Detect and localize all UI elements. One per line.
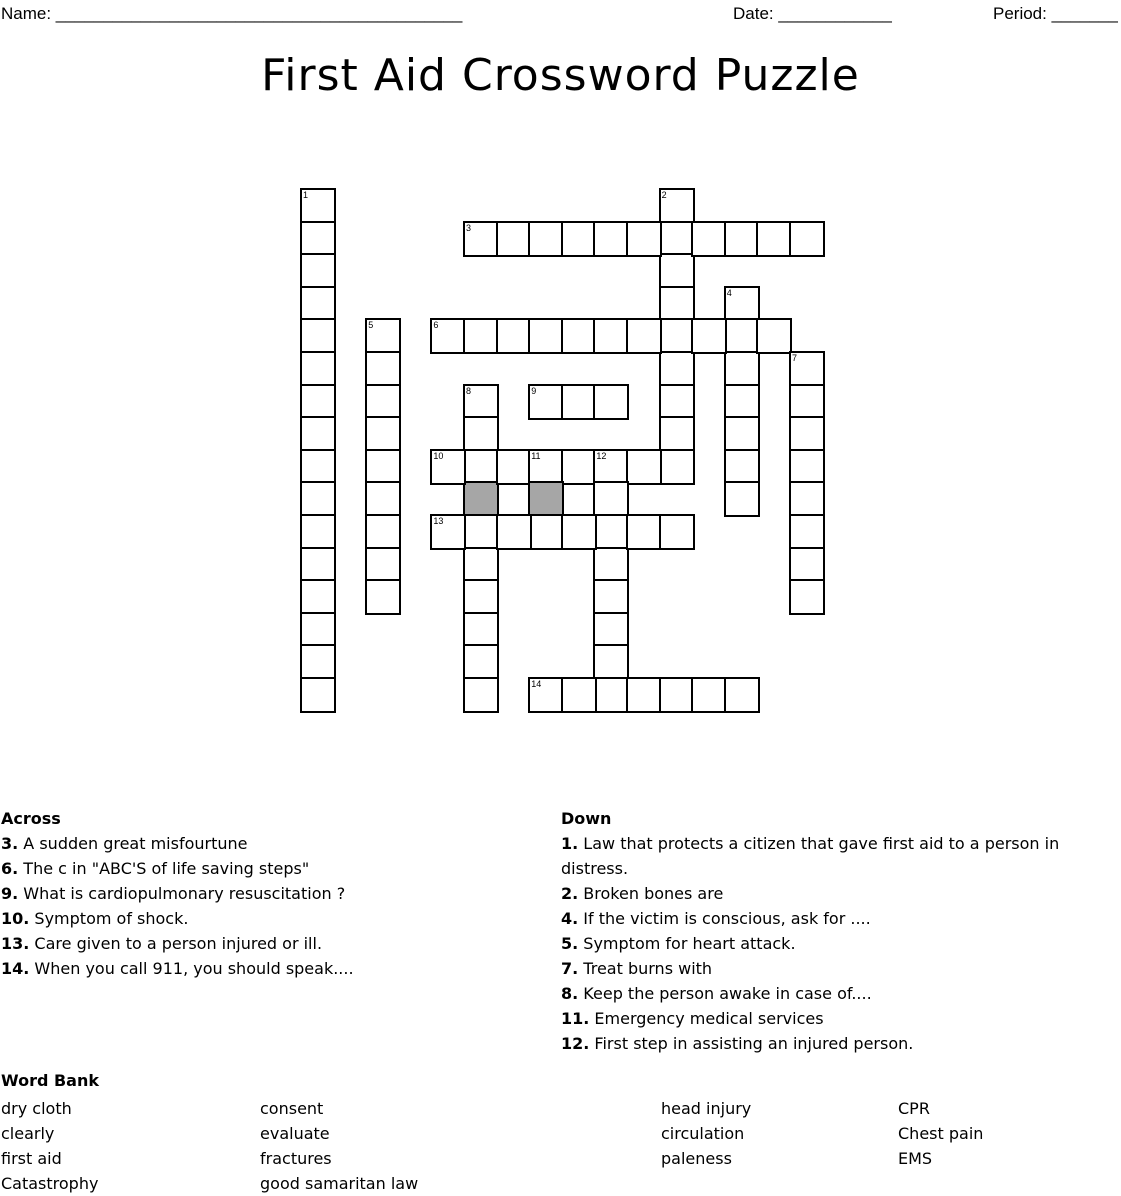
clue-number: 8 (466, 385, 472, 396)
grid-cell[interactable] (528, 318, 564, 354)
grid-cell[interactable] (724, 221, 760, 257)
grid-cell[interactable] (593, 318, 629, 354)
grid-cell[interactable] (789, 416, 825, 452)
clue-number: 3. (1, 834, 19, 853)
grid-cell[interactable] (659, 514, 695, 550)
grid-cell[interactable] (691, 221, 727, 257)
grid-cell[interactable] (300, 644, 336, 680)
grid-cell[interactable] (300, 188, 336, 224)
across-clues (1, 806, 541, 981)
grid-cell[interactable] (756, 221, 792, 257)
grid-cell[interactable] (463, 221, 499, 257)
clue-number: 11 (531, 450, 541, 461)
grid-cell[interactable] (528, 221, 564, 257)
grid-cell[interactable] (463, 612, 499, 648)
down-clue (561, 1006, 1101, 1031)
down-clue-list (561, 831, 1101, 1056)
clue-text: What is cardiopulmonary resuscitation ? (18, 884, 346, 903)
clue-number: 2. (561, 884, 579, 903)
grid-cell[interactable] (430, 514, 466, 550)
down-clue (561, 906, 1101, 931)
grid-cell[interactable] (724, 384, 760, 420)
clue-text: The c in "ABC'S of life saving steps" (18, 859, 310, 878)
down-clue (561, 1031, 1101, 1056)
grid-cell[interactable] (496, 514, 532, 550)
word-bank-item: evaluate (260, 1124, 330, 1143)
grid-cell[interactable] (496, 318, 532, 354)
grid-cell[interactable] (659, 253, 695, 289)
grid-cell[interactable] (365, 318, 401, 354)
clue-number: 7. (561, 959, 579, 978)
clue-number: 3 (466, 222, 472, 233)
grid-cell[interactable] (659, 221, 695, 257)
clue-number: 11. (561, 1009, 590, 1028)
grid-cell[interactable] (463, 547, 499, 583)
grid-cell[interactable] (724, 318, 760, 354)
grid-cell[interactable] (724, 351, 760, 387)
grid-cell[interactable] (659, 351, 695, 387)
grid-cell[interactable] (430, 449, 466, 485)
grid-cell[interactable] (626, 318, 662, 354)
grid-cell[interactable] (789, 579, 825, 615)
grid-cell[interactable] (300, 677, 336, 713)
grid-cell[interactable] (691, 677, 727, 713)
grid-cell[interactable] (300, 286, 336, 322)
clue-number: 9. (1, 884, 19, 903)
clue-number: 8. (561, 984, 579, 1003)
grid-cell[interactable] (300, 579, 336, 615)
grid-cell[interactable] (789, 221, 825, 257)
word-bank-item: clearly (1, 1124, 55, 1143)
grid-cell[interactable] (659, 188, 695, 224)
clue-text: Treat burns with (578, 959, 713, 978)
grid-cell[interactable] (561, 514, 597, 550)
word-bank-item: Chest pain (898, 1124, 984, 1143)
clue-text: Symptom of shock. (29, 909, 189, 928)
clue-number: 2 (661, 190, 667, 200)
across-clue (1, 906, 541, 931)
shaded-cell (463, 481, 499, 517)
grid-cell[interactable] (300, 318, 336, 354)
clue-number: 6. (1, 859, 19, 878)
word-bank-item: head injury (661, 1099, 752, 1118)
word-bank-item: Catastrophy (1, 1174, 99, 1193)
grid-cell[interactable] (593, 547, 629, 583)
grid-cell[interactable] (528, 384, 564, 420)
clue-number: 5 (368, 320, 374, 331)
word-bank-item: fractures (260, 1149, 332, 1168)
grid-cell[interactable] (300, 481, 336, 517)
clue-number: 1 (303, 190, 309, 200)
grid-cell[interactable] (626, 514, 662, 550)
clue-text: Emergency medical services (589, 1009, 824, 1028)
word-bank-item: dry cloth (1, 1099, 72, 1118)
grid-cell[interactable] (561, 384, 597, 420)
word-bank-column (898, 1096, 983, 1171)
clue-number: 12. (561, 1034, 590, 1053)
clue-number: 7 (792, 353, 798, 363)
clue-text: Symptom for heart attack. (578, 934, 796, 953)
clue-number: 4 (726, 287, 732, 298)
grid-cell[interactable] (365, 416, 401, 452)
grid-cell[interactable] (659, 416, 695, 452)
word-bank-item: CPR (898, 1099, 930, 1118)
clue-number: 4. (561, 909, 579, 928)
grid-cell[interactable] (789, 449, 825, 485)
clue-text: Broken bones are (578, 884, 724, 903)
word-bank-column (1, 1096, 98, 1196)
clue-text: If the victim is conscious, ask for .... (578, 909, 871, 928)
grid-cell[interactable] (561, 677, 597, 713)
down-clues (561, 806, 1101, 1056)
shaded-cell (528, 481, 564, 517)
clue-text: When you call 911, you should speak.... (29, 959, 354, 978)
down-clue (561, 931, 1101, 956)
across-clue-list (1, 831, 541, 981)
grid-cell[interactable] (528, 514, 564, 550)
grid-cell[interactable] (593, 384, 629, 420)
grid-cell[interactable] (659, 318, 695, 354)
grid-cell[interactable] (561, 318, 597, 354)
grid-cell[interactable] (724, 286, 760, 322)
clue-number: 14. (1, 959, 30, 978)
clue-number: 6 (433, 320, 439, 331)
grid-cell[interactable] (789, 547, 825, 583)
name-field-label: Name: ___________________________________________ (1, 4, 463, 23)
word-bank-heading: Word Bank (1, 1071, 100, 1090)
clue-number: 13 (433, 516, 444, 526)
grid-cell[interactable] (463, 416, 499, 452)
grid-cell[interactable] (593, 221, 629, 257)
clue-text: First step in assisting an injured person. (589, 1034, 914, 1053)
grid-cell[interactable] (593, 579, 629, 615)
clue-number: 10 (433, 450, 444, 461)
grid-cell[interactable] (463, 449, 499, 485)
across-clue (1, 931, 541, 956)
grid-cell[interactable] (789, 384, 825, 420)
grid-cell[interactable] (300, 514, 336, 550)
down-clue (561, 981, 1101, 1006)
grid-cell[interactable] (724, 481, 760, 517)
across-clue (1, 956, 541, 981)
grid-cell[interactable] (300, 449, 336, 485)
grid-cell[interactable] (724, 449, 760, 485)
word-bank-item: EMS (898, 1149, 933, 1168)
across-heading: Across (1, 809, 61, 828)
clue-text: A sudden great misfourtune (18, 834, 248, 853)
page-title: First Aid Crossword Puzzle (261, 50, 860, 101)
grid-cell[interactable] (463, 677, 499, 713)
grid-cell[interactable] (561, 221, 597, 257)
grid-cell[interactable] (430, 318, 466, 354)
down-heading: Down (561, 809, 612, 828)
grid-cell[interactable] (593, 677, 629, 713)
grid-cell[interactable] (300, 547, 336, 583)
grid-cell[interactable] (789, 351, 825, 387)
grid-cell[interactable] (496, 221, 532, 257)
word-bank-item: paleness (661, 1149, 732, 1168)
grid-cell[interactable] (463, 318, 499, 354)
grid-cell[interactable] (365, 514, 401, 550)
grid-cell[interactable] (659, 384, 695, 420)
grid-cell[interactable] (300, 351, 336, 387)
down-clue (561, 831, 1101, 881)
word-bank-item: circulation (661, 1124, 745, 1143)
grid-cell[interactable] (593, 481, 629, 517)
grid-cell[interactable] (528, 449, 564, 485)
grid-cell[interactable] (593, 449, 629, 485)
across-clue (1, 856, 541, 881)
grid-cell[interactable] (691, 318, 727, 354)
period-field-label: Period: _______ (993, 4, 1118, 23)
grid-cell[interactable] (365, 547, 401, 583)
down-clue (561, 881, 1101, 906)
grid-cell[interactable] (496, 449, 532, 485)
clue-number: 5. (561, 934, 579, 953)
grid-cell[interactable] (300, 253, 336, 289)
grid-cell[interactable] (561, 449, 597, 485)
clue-number: 10. (1, 909, 30, 928)
grid-cell[interactable] (626, 221, 662, 257)
across-clue (1, 831, 541, 856)
grid-cell[interactable] (593, 612, 629, 648)
grid-cell[interactable] (724, 677, 760, 713)
clue-text: Care given to a person injured or ill. (29, 934, 323, 953)
grid-cell[interactable] (593, 644, 629, 680)
clue-number: 13. (1, 934, 30, 953)
grid-cell[interactable] (463, 514, 499, 550)
grid-cell[interactable] (365, 384, 401, 420)
clue-text: Law that protects a citizen that gave first aid to a person in distress. (561, 834, 1060, 878)
grid-cell[interactable] (659, 677, 695, 713)
grid-cell[interactable] (659, 449, 695, 485)
grid-cell[interactable] (463, 384, 499, 420)
grid-cell[interactable] (365, 481, 401, 517)
grid-cell[interactable] (300, 416, 336, 452)
word-bank-column (260, 1096, 418, 1196)
grid-cell[interactable] (300, 612, 336, 648)
word-bank-item: consent (260, 1099, 324, 1118)
grid-cell[interactable] (300, 384, 336, 420)
word-bank-item: first aid (1, 1149, 62, 1168)
grid-cell[interactable] (789, 481, 825, 517)
grid-cell[interactable] (463, 644, 499, 680)
clue-number: 1. (561, 834, 579, 853)
grid-cell[interactable] (463, 579, 499, 615)
grid-cell[interactable] (626, 677, 662, 713)
clue-number: 14 (531, 679, 542, 689)
grid-cell[interactable] (528, 677, 564, 713)
grid-cell[interactable] (593, 514, 629, 550)
grid-cell[interactable] (365, 579, 401, 615)
across-clue (1, 881, 541, 906)
grid-cell[interactable] (365, 449, 401, 485)
clue-number: 12 (596, 450, 607, 461)
word-bank-column (661, 1096, 751, 1171)
grid-cell[interactable] (300, 221, 336, 257)
grid-cell[interactable] (659, 286, 695, 322)
clue-text: Keep the person awake in case of.... (578, 984, 872, 1003)
grid-cell[interactable] (626, 449, 662, 485)
grid-cell[interactable] (365, 351, 401, 387)
down-clue (561, 956, 1101, 981)
grid-cell[interactable] (789, 514, 825, 550)
word-bank-item: good samaritan law (260, 1174, 419, 1193)
clue-number: 9 (531, 385, 537, 396)
grid-cell[interactable] (756, 318, 792, 354)
grid-cell[interactable] (724, 416, 760, 452)
date-field-label: Date: ____________ (733, 4, 892, 23)
